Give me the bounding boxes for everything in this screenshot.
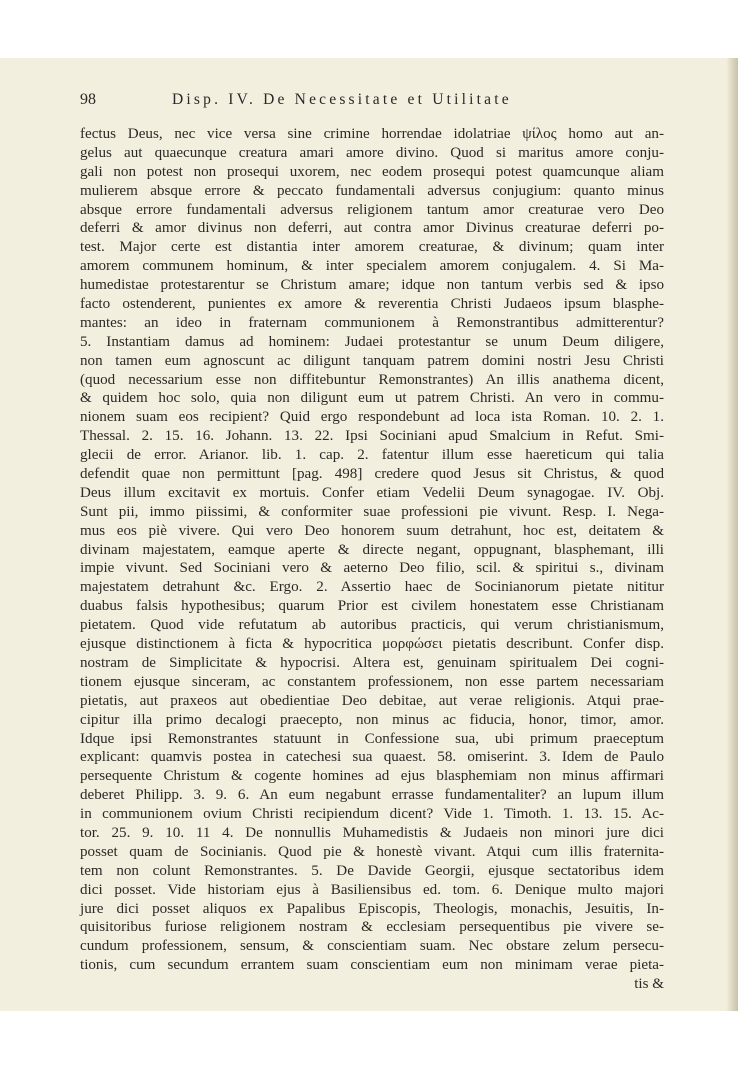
text-line: amorem communem hominum, & inter specialem amorem conjugalem. 4. Si Ma- [80, 258, 664, 275]
book-page [0, 58, 738, 1011]
text-line: divinam majestatem, eamque aperte & directe negant, oppugnant, blasphemant, illi [80, 541, 664, 558]
text-line: tis & [634, 976, 664, 993]
text-line: mus eos piè vivere. Qui vero Deo honorem suum detrahunt, hoc est, deitatem & [80, 522, 664, 539]
text-line: impie vivunt. Sed Sociniani vero & aeterno Deo filio, scil. & spiritui s., divinam [80, 560, 664, 577]
text-line: deferri & amor divinus non deferri, aut contra amor Divinus creaturae deferri po- [80, 220, 664, 237]
text-line: 5. Instantiam damus ad hominem: Judaei protestantur se unum Deum diligere, [80, 333, 664, 350]
text-line: deberet Philipp. 3. 9. 6. An eum negabunt errasse fundamentaliter? an lupum illum [80, 787, 664, 804]
text-line: tem non colunt Remonstrantes. 5. De Davide Georgii, ejusque sectatoribus idem [80, 862, 664, 879]
text-line: ejusque distinctionem à ficta & hypocritica μορφώσει pietatis describunt. Confer disp. [80, 636, 664, 653]
text-line: non tamen eum agnoscunt ac diligunt tanquam patrem domini nostri Jesu Christi [80, 352, 664, 369]
text-line: nionem suam eos recipient? Quid ergo respondebunt ad loca ista Roman. 10. 2. 1. [80, 409, 664, 426]
running-title: Disp. IV. De Necessitate et Utilitate [172, 91, 512, 108]
text-line: quisitoribus furiose religionem nostram & ecclesiam persequentibus pie vivere se- [80, 919, 664, 936]
text-line: cipitur illa primo decalogi praecepto, non minus ac fiducia, honor, timor, amor. [80, 711, 664, 728]
text-line: nostram de Simplicitate & hypocrisi. Altera est, genuinam spiritualem Dei cogni- [80, 654, 664, 671]
text-line: in communionem ovium Christi recipiendum dicent? Vide 1. Timoth. 1. 13. 15. Ac- [80, 806, 664, 823]
text-line: persequente Christum & cogente homines ad ejus blasphemiam non minus affirmari [80, 768, 664, 785]
text-line: pietatem. Quod vide refutatum ab autoribus practicis, qui verum christianismum, [80, 617, 664, 634]
text-line: explicant: quamvis postea in catechesi sua quaest. 58. omiserint. 3. Idem de Paulo [80, 749, 664, 766]
text-line: (quod necessarium esse non diffitebuntur Remonstrantes) An illis anathema dicent, [80, 371, 664, 388]
text-line: facto ostenderent, punientes ex amore & reverentia Christi Judaeos ipsum blasphe- [80, 296, 664, 313]
page-header [80, 91, 662, 113]
text-line: Sunt pii, immo piissimi, & conformiter suae professioni pie vivunt. Resp. I. Nega- [80, 503, 664, 520]
text-line: dici posset. Vide historiam ejus à Basiliensibus ed. tom. 6. Denique multo majori [80, 881, 664, 898]
text-line: gali non potest non prosequi uxorem, nec eodem prosequi potest quamcunque aliam [80, 163, 664, 180]
page-edge-shadow [726, 58, 738, 1011]
text-line: tor. 25. 9. 10. 11 4. De nonnullis Muhamedistis & Judaeis non minori jure dici [80, 824, 664, 841]
text-line: mantes: an ideo in fraternam communionem à Remonstrantibus admitterentur? [80, 314, 664, 331]
text-line: test. Major certe est distantia inter amorem creaturae, & divinum; quam inter [80, 239, 664, 256]
text-line: jure dici posset aliquos ex Papalibus Episcopis, Theologis, monachis, Jesuitis, In- [80, 900, 664, 917]
text-line: Thessal. 2. 15. 16. Johann. 13. 22. Ipsi Sociniani apud Smalcium in Refut. Smi- [80, 428, 664, 445]
text-line: defendit quae non permittunt [pag. 498] credere quod Jesus sit Christus, & quod [80, 466, 664, 483]
text-line: Deus illum excitavit ex mortuis. Confer etiam Vedelii Deum synagogae. IV. Obj. [80, 484, 664, 501]
text-line: pietatis, aut praxeos aut obedientiae Deo debitae, aut verae religionis. Atqui prae- [80, 692, 664, 709]
text-line: mulierem absque errore & peccato fundamentali adversus conjugium: quanto minus [80, 182, 664, 199]
text-line: humedistae protestarentur se Christum amare; idque non tantum verbis sed & ipso [80, 277, 664, 294]
text-line: gelus aut quaecunque creatura amari amore divino. Quod si maritus amore conju- [80, 144, 664, 161]
text-line: majestatem detrahunt &c. Ergo. 2. Assertio haec de Socinianorum pietate nititur [80, 579, 664, 596]
text-line: tionis, cum secundum errantem suam conscientiam eum non minimam verae pieta- [80, 957, 664, 974]
text-line: fectus Deus, nec vice versa sine crimine horrendae idolatriae ψίλος homo aut an- [80, 126, 664, 142]
text-line: posset quam de Socinianis. Quod pie & honestè vivant. Atqui cum illis fraternita- [80, 843, 664, 860]
body-text [80, 125, 664, 994]
text-line: glecii de error. Arianor. lib. 1. cap. 2. fatentur illum esse haereticum qui talia [80, 447, 664, 464]
page-number: 98 [80, 91, 96, 108]
text-line: tionem ejusque sinceram, ac constantem professionem, non esse partem necessariam [80, 673, 664, 690]
text-line: absque errore fundamentali adversus religionem tantum amor creaturae vero Deo [80, 201, 664, 218]
text-line: duabus falsis hypothesibus; quarum Prior est civilem honestatem esse Christianam [80, 598, 664, 615]
text-line: Idque ipsi Remonstrantes statuunt in Confessione sua, ubi primum praeceptum [80, 730, 664, 747]
text-line: & quidem hoc solo, quia non diligunt eum ut patrem Christi. An vero in commu- [80, 390, 664, 407]
text-line: cundum professionem, sensum, & conscientiam suam. Nec obstare zelum persecu- [80, 938, 664, 955]
